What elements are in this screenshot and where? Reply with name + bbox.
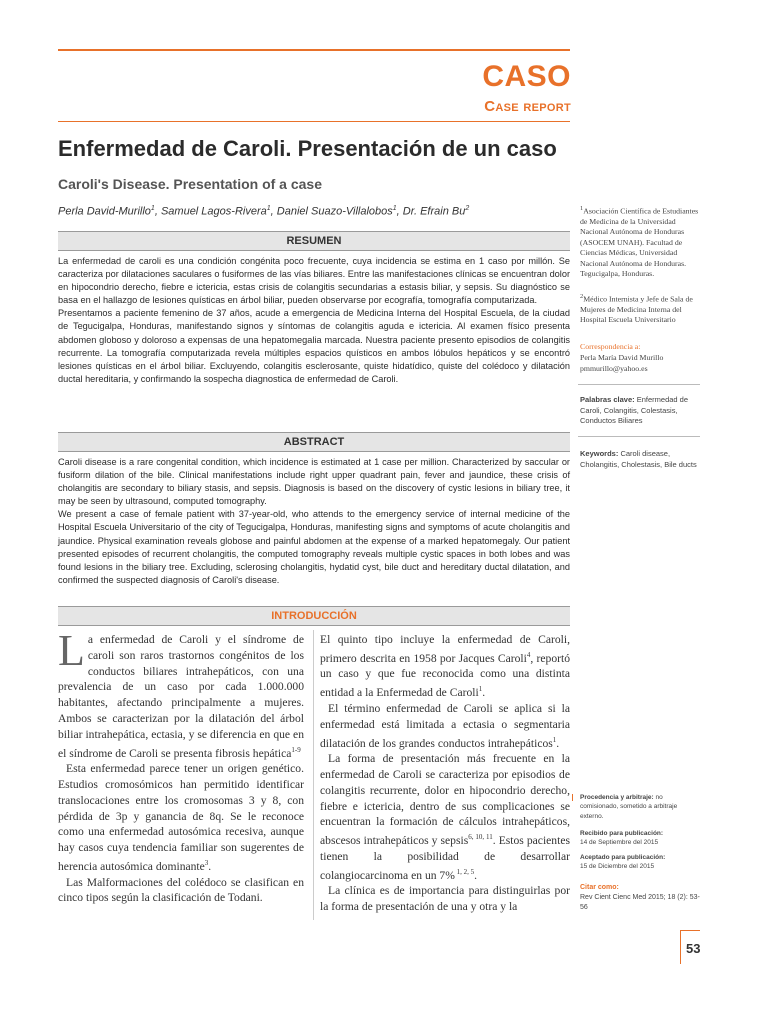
- citation: 1: [552, 735, 557, 744]
- citar-como: Citar como: Rev Cient Cienc Med 2015; 18 (2): 53-56: [580, 884, 700, 911]
- sidebar-rule: [578, 384, 700, 385]
- intro-paragraph: La enfermedad de Caroli y el síndrome de caroli son raros trastornos congénitos de los conductos biliares intrahepáticos, con una prevalencia de un caso por cada 1.000.000 habitantes, afectando principalmente a mujeres. Ambos se caracterizan por la dilatación del árbol biliar intrahepática, ectasia, y se diferencia en que en el síndrome de Caroli se presenta fibrosis hepática$^{1-9}$: [58, 626, 304, 760]
- header-rule: [58, 49, 570, 51]
- correspondence-label: Correspondencia a:: [580, 342, 641, 351]
- column-divider: [313, 630, 314, 920]
- resumen-paragraph: La enfermedad de caroli es una condición congénita poco frecuente, cuya incidencia se estima en 1 caso por millón. Se caracteriza por dilataciones saculares o fusiformes de las vías biliares. Entre las manifestaciones clínicas se encuentran dolor en hipocondrio derecho, fiebre e ictericia, estas crisis de colangitis secundarias a estasis biliar, y sepsis. Su diagnóstico se basa en el hallazgo de lesiones quísticas en árbol biliar, pueden observarse por ecografía, tomografía computarizada.: [58, 256, 570, 306]
- author-name: Samuel Lagos-Rivera: [160, 205, 267, 218]
- intro-heading: INTRODUCCIÓN: [58, 606, 570, 626]
- header-rule-2: [58, 121, 570, 122]
- drop-cap: L: [58, 626, 85, 675]
- citation: 1: [478, 685, 483, 694]
- procedencia-label: Procedencia y arbitraje:: [580, 794, 654, 801]
- palabras-clave-label: Palabras clave:: [580, 395, 635, 404]
- intro-right-column: [320, 632, 570, 915]
- intro-paragraph: El quinto tipo incluye la enfermedad de Caroli, primero descrita en 1958 por Jacques Caroli$^4$, reportó un caso y que fue reconocida como una distinta entidad a la Enfermedad de Caroli$^1$.: [320, 633, 571, 700]
- author-name: Dr. Efrain Bu: [402, 205, 466, 218]
- page-number-bar: [680, 930, 681, 964]
- aceptado: Aceptado para publicación: 15 de Diciembre del 2015: [580, 854, 666, 871]
- resumen-paragraph: Presentamos a paciente femenino de 37 años, acude a emergencia de Medicina Interna del Hospital Escuela, de la ciudad de Tegucigalpa, Honduras, manifestando signos y síntomas de colangitis aguda e ictericia. Al examen físico presenta abdomen globoso y doloroso a expensas de una hepatomegalia marcada. Nuestra paciente presento episodios de colangitis recurrente. La tomografía computarizada revela múltiples espacios quísticos en ambos lóbulos hepáticos y se encontró lesiones quísticas en el árbol biliar. Excluyendo, colangitis esclerosante, quiste hidatídico, quiste del colédoco y dilatación ductal hereditaria, y confirmando la sospecha diagnostica de enfermedad de Caroli.: [58, 308, 570, 384]
- intro-paragraph: La forma de presentación más frecuente en la enfermedad de Caroli se caracteriza por episodios de colangitis recurrente, dolor en hipocondrio derecho, fiebre e ictericia, dentro de sus complicaciones se encuentran la formación de cálculos intrahepáticos, abscesos intrahepáticos y sepsis$^{6, 10, 11}$. Estos pacientes tienen la posibilidad de desarrollar colangiocarcinoma en un 7% $^{1, 2, 5}$.: [320, 752, 570, 882]
- section-label: CASO: [482, 60, 571, 93]
- author-affiliation: 1: [266, 205, 271, 212]
- intro-paragraph: El término enfermedad de Caroli se aplica si la enfermedad está limitada a ectasia o segmentaria dilatación de los grandes conductos intrahepáticos$^1$.: [320, 701, 570, 750]
- citation: 1, 2, 5: [454, 867, 475, 876]
- keywords-label: Keywords:: [580, 449, 619, 458]
- author-affiliation: 1: [392, 205, 397, 212]
- sidebar-rule: [578, 436, 700, 437]
- article-title: Enfermedad de Caroli. Presentación de un caso: [58, 136, 557, 161]
- author-name: Daniel Suazo-Villalobos: [276, 205, 393, 218]
- affiliation-marker: 1: [580, 205, 584, 212]
- intro-paragraph: Esta enfermedad parece tener un origen genético. Estudios cromosómicos han permitido identificar translocaciones entre los cromosomas 3 y 8, con pérdida de 3p y ganancia de 8q. Se le reconoce como una enfermedad autosómica recesiva, aunque hay casos cuya tendencia familiar son sugerentes de herencia autosómica dominante$^3$.: [58, 762, 304, 873]
- section-sublabel: Case report: [484, 98, 571, 115]
- palabras-clave: Palabras clave: Enfermedad de Caroli, Colangitis, Colestasis, Conductos Biliares: [580, 395, 689, 426]
- correspondence-email[interactable]: pmmurillo@yahoo.es: [580, 364, 648, 373]
- author-affiliation: 1: [150, 205, 155, 212]
- citation: 3: [204, 859, 209, 868]
- affiliation-2: $^2$Médico Internista y Jefe de Sala de Mujeres de Medicina Interna del Hospital Escuela Universitario: [580, 293, 693, 325]
- intro-paragraph: La clínica es de importancia para distinguirlas por la forma de presentación de una y otra y la: [320, 884, 570, 914]
- abstract-body: [58, 456, 570, 587]
- intro-paragraph: Las Malformaciones del colédoco se clasifican en cinco tipos según la clasificación de Todani.: [58, 875, 304, 905]
- resumen-body: [58, 255, 570, 386]
- abstract-paragraph: We present a case of female patient with 37-year-old, who attends to the emergency service of internal medicine of the Hospital Escuela Universitario of the city of Tegucigalpa, Honduras, manifesting signs and symptoms of acute cholangitis and jaundice. Physical examination reveals globose and painful abdomen at the expense of a marked hepatomegaly. Our patient presented episodes of recurrent cholangitis, the computed tomography reveals multiple cystic spaces in both lobes and was found lesions in the biliary tree. Excluding, sclerosing cholangitis, hydatid cyst, bile duct and hereditary ductal dilatation, and confirmed the suspected diagnosis of Caroli's disease.: [58, 509, 570, 585]
- abstract-heading: ABSTRACT: [58, 432, 570, 452]
- author-list: Perla David-Murillo$^1$, Samuel Lagos-Rivera$^1$, Daniel Suazo-Villalobos$^1$, Dr. Efrain Bu$^2$: [58, 205, 470, 218]
- procedencia: Procedencia y arbitraje: no comisionado, sometido a arbitraje externo.: [580, 794, 678, 820]
- affiliation-marker: 2: [580, 293, 584, 300]
- abstract-paragraph: Caroli disease is a rare congenital condition, which incidence is estimated at 1 case per million. Characterized by saccular or fusiform dilation of the bile. Clinical manifestations include right upper quadrant pain, fever and jaundice, these crisis of cholangitis are secondary to biliary stasis, and sepsis. Diagnosis is based on the discovery of cystic lesions in biliary tree, it may be seen by ultrasound, computed tomography.: [58, 457, 570, 507]
- citation: 1-9: [291, 745, 301, 754]
- page-number: 53: [686, 941, 701, 956]
- recibido-label: Recibido para publicación:: [580, 830, 664, 837]
- affiliation-1: $^1$Asociación Científica de Estudiantes de Medicina de la Universidad Nacional Autónoma de Honduras (ASOCEM UNAH). Facultad de Ciencias Médicas, Universidad Nacional Autónoma de Honduras. Tegucigalpa, Honduras.: [580, 205, 699, 279]
- author-name: Perla David-Murillo: [58, 205, 151, 218]
- intro-left-column: [58, 626, 304, 906]
- page-number-rule: [680, 930, 700, 931]
- resumen-heading: RESUMEN: [58, 231, 570, 251]
- aceptado-label: Aceptado para publicación:: [580, 854, 666, 861]
- keywords: Keywords: Caroli disease, Cholangitis, Cholestasis, Bile ducts: [580, 449, 697, 469]
- correspondence-name: Perla María David Murillo: [580, 353, 664, 362]
- article-subtitle: Caroli's Disease. Presentation of a case: [58, 176, 323, 192]
- citar-label: Citar como:: [580, 884, 619, 891]
- author-affiliation: 2: [465, 205, 470, 212]
- sidebar-tick: [572, 794, 573, 801]
- citation: 4: [526, 650, 531, 659]
- citation: 6, 10, 11: [468, 833, 493, 842]
- recibido: Recibido para publicación: 14 de Septiembre del 2015: [580, 830, 664, 847]
